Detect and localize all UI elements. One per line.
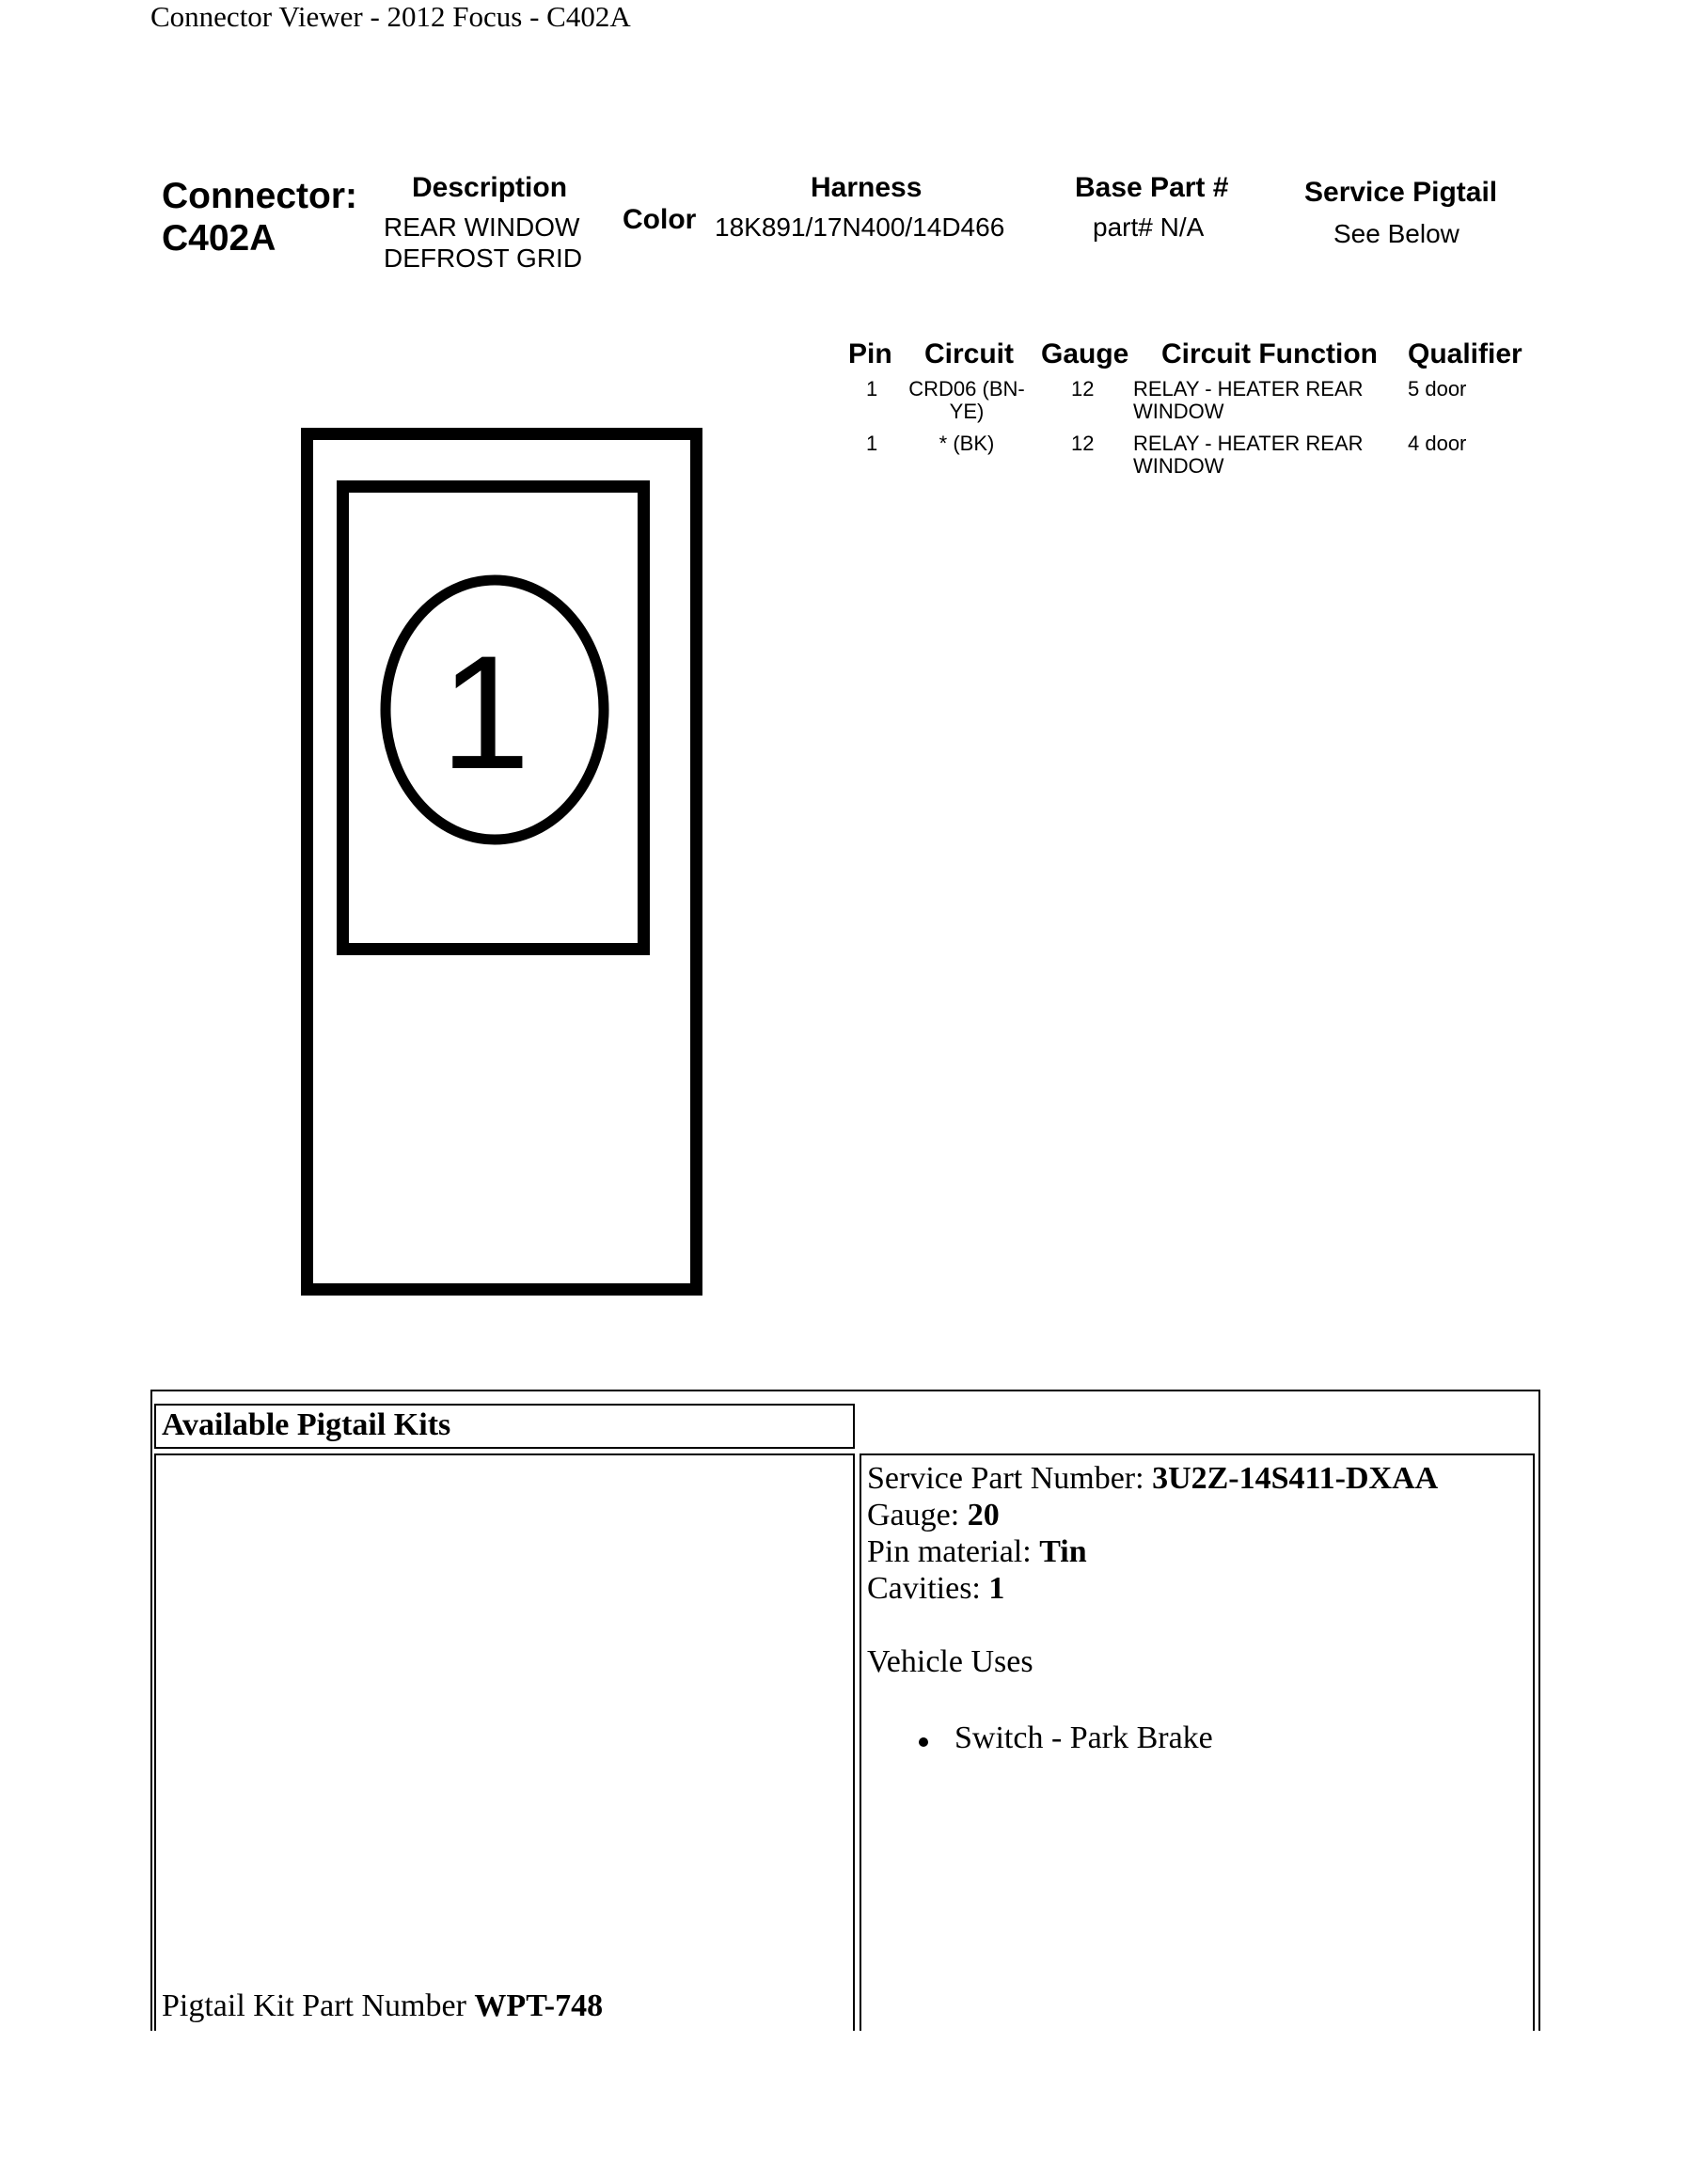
gauge-label: Gauge: [867,1498,968,1532]
service-part-number: 3U2Z-14S411-DXAA [1152,1461,1439,1496]
kit-part-number: WPT-748 [474,1988,604,2023]
pin-header: Pin [848,338,892,369]
function-cell [1133,432,1364,478]
circuit-function-header: Circuit Function [1161,338,1378,369]
vehicle-uses-label: Vehicle Uses [867,1644,1033,1679]
pigtail-header-blank-cell [860,1404,1535,1449]
vehicle-uses-list [919,1720,1438,1756]
gauge-value: 20 [967,1498,1000,1532]
qualifier-cell: 4 door [1408,432,1467,455]
connector-header [162,175,357,259]
connector-id: C402A [162,218,276,259]
base-part-label: Base Part # [1075,172,1229,203]
function-cell [1133,378,1364,423]
circuit-line-2: YE) [949,400,985,423]
circuit-line-1: CRD06 (BN- [908,377,1025,401]
circuit-header: Circuit [924,338,1015,369]
pin-material-label: Pin material: [867,1534,1040,1569]
function-line-1: RELAY - HEATER REAR [1133,377,1364,401]
pin-cell: 1 [866,432,878,455]
service-part-line [867,1460,1438,1497]
pin-material-value: Tin [1039,1534,1087,1569]
description-line-2: DEFROST GRID [384,244,583,273]
pigtail-details [867,1460,1438,1756]
circuit-cell [901,378,1033,423]
function-line-1: RELAY - HEATER REAR [1133,432,1364,455]
harness-value: 18K891/17N400/14D466 [715,212,1005,242]
service-part-label: Service Part Number: [867,1461,1153,1496]
connector-label: Connector: [162,176,357,216]
pigtail-header: Available Pigtail Kits [162,1407,451,1442]
qualifier-header: Qualifier [1408,338,1522,369]
description-line-1: REAR WINDOW [384,212,580,242]
cavities-value: 1 [988,1571,1005,1606]
cavity-number: 1 [440,622,530,803]
pigtail-kit-part [162,1988,603,2024]
color-label: Color [623,204,697,235]
harness-label: Harness [811,172,923,203]
qualifier-cell: 5 door [1408,377,1467,401]
cavities-label: Cavities: [867,1571,989,1606]
cavities-line [867,1570,1438,1607]
function-line-2: WINDOW [1133,454,1224,478]
list-item: Switch - Park Brake [919,1720,1438,1756]
function-line-2: WINDOW [1133,400,1224,423]
pin-cell: 1 [866,377,878,401]
page-title: Connector Viewer - 2012 Focus - C402A [150,0,631,33]
gauge-cell: 12 [1071,432,1095,455]
description-label: Description [412,172,568,203]
pigtail-kit-cell [154,1453,855,2031]
circuit-cell [901,432,1033,455]
description-value [384,212,582,274]
base-part-value: part# N/A [1093,212,1205,242]
service-pigtail-value: See Below [1333,219,1459,248]
service-pigtail-label: Service Pigtail [1304,177,1498,208]
gauge-cell: 12 [1071,377,1095,401]
pin-material-line [867,1533,1438,1570]
connector-face-diagram [301,428,702,1296]
gauge-line [867,1497,1438,1533]
gauge-header: Gauge [1041,338,1129,369]
circuit-line-1: * (BK) [939,432,995,455]
kit-part-label: Pigtail Kit Part Number [162,1988,475,2023]
